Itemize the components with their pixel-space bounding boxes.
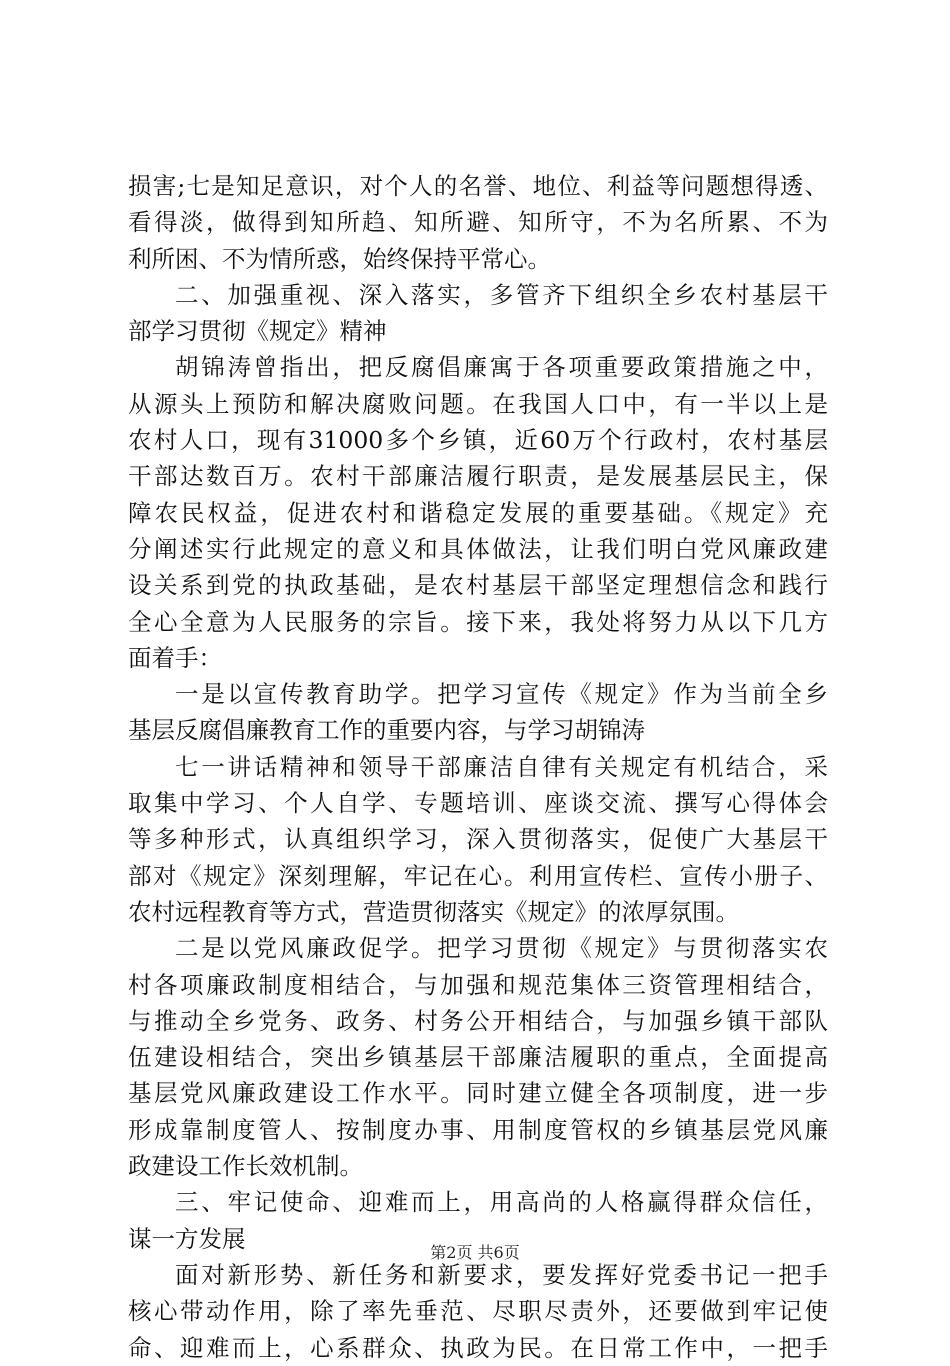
text-line: 与推动全乡党务、政务、村务公开相结合，与加强乡镇干部队 xyxy=(128,1006,828,1035)
section-heading-line: 谋一方发展 xyxy=(128,1224,246,1253)
section-heading-line: 三、牢记使命、迎难而上，用高尚的人格赢得群众信任， xyxy=(175,1188,828,1217)
text-line: 分阐述实行此规定的意义和具体做法，让我们明白党风廉政建 xyxy=(128,534,828,563)
section-heading-line: 二、加强重视、深入落实，多管齐下组织全乡农村基层干 xyxy=(175,280,828,309)
text-line: 面对新形势、新任务和新要求，要发挥好党委书记一把手 xyxy=(175,1260,828,1289)
text-line: 取集中学习、个人自学、专题培训、座谈交流、撰写心得体会 xyxy=(128,789,828,818)
text-line: 面着手： xyxy=(128,643,222,672)
text-line: 全心全意为人民服务的宗旨。接下来，我处将努力从以下几方 xyxy=(128,607,828,636)
text-line: 村各项廉政制度相结合，与加强和规范集体三资管理相结合， xyxy=(128,970,828,999)
text-line: 伍建设相结合，突出乡镇基层干部廉洁履职的重点，全面提高 xyxy=(128,1043,828,1072)
text-line: 胡锦涛曾指出，把反腐倡廉寓于各项重要政策措施之中， xyxy=(175,353,828,382)
text-line: 政建设工作长效机制。 xyxy=(128,1152,363,1181)
text-line: 命、迎难而上，心系群众、执政为民。在日常工作中，一把手 xyxy=(128,1333,828,1362)
text-line: 设关系到党的执政基础，是农村基层干部坚定理想信念和践行 xyxy=(128,571,828,600)
text-line: 七一讲话精神和领导干部廉洁自律有关规定有机结合，采 xyxy=(175,752,828,781)
text-line: 部对《规定》深刻理解，牢记在心。利用宣传栏、宣传小册子、 xyxy=(128,861,828,890)
text-line: 一是以宣传教育助学。把学习宣传《规定》作为当前全乡 xyxy=(175,680,828,709)
text-line: 形成靠制度管人、按制度办事、用制度管权的乡镇基层党风廉 xyxy=(128,1115,828,1144)
text-line: 利所困、不为情所惑，始终保持平常心。 xyxy=(128,244,551,273)
text-line: 障农民权益，促进农村和谐稳定发展的重要基础。《规定》充 xyxy=(128,498,828,527)
section-heading-line: 部学习贯彻《规定》精神 xyxy=(128,317,387,346)
text-line: 核心带动作用，除了率先垂范、尽职尽责外，还要做到牢记使 xyxy=(128,1297,828,1326)
text-line: 农村远程教育等方式，营造贯彻落实《规定》的浓厚氛围。 xyxy=(128,897,739,926)
text-line: 基层党风廉政建设工作水平。同时建立健全各项制度，进一步 xyxy=(128,1079,828,1108)
text-line: 等多种形式，认真组织学习，深入贯彻落实，促使广大基层干 xyxy=(128,825,828,854)
document-body xyxy=(128,168,828,1366)
text-line: 从源头上预防和解决腐败问题。在我国人口中，有一半以上是 xyxy=(128,389,828,418)
page-number-footer: 第2页 共6页 xyxy=(430,1243,520,1262)
text-line: 基层反腐倡廉教育工作的重要内容，与学习胡锦涛 xyxy=(128,716,645,745)
text-line: 看得淡，做得到知所趋、知所避、知所守，不为名所累、不为 xyxy=(128,208,828,237)
text-line: 二是以党风廉政促学。把学习贯彻《规定》与贯彻落实农 xyxy=(175,934,828,963)
text-line: 损害;七是知足意识，对个人的名誉、地位、利益等问题想得透、 xyxy=(128,172,828,200)
text-line: 干部达数百万。农村干部廉洁履行职责，是发展基层民主，保 xyxy=(128,462,828,491)
text-line: 农村人口，现有31000多个乡镇，近60万个行政村，农村基层 xyxy=(128,426,828,455)
